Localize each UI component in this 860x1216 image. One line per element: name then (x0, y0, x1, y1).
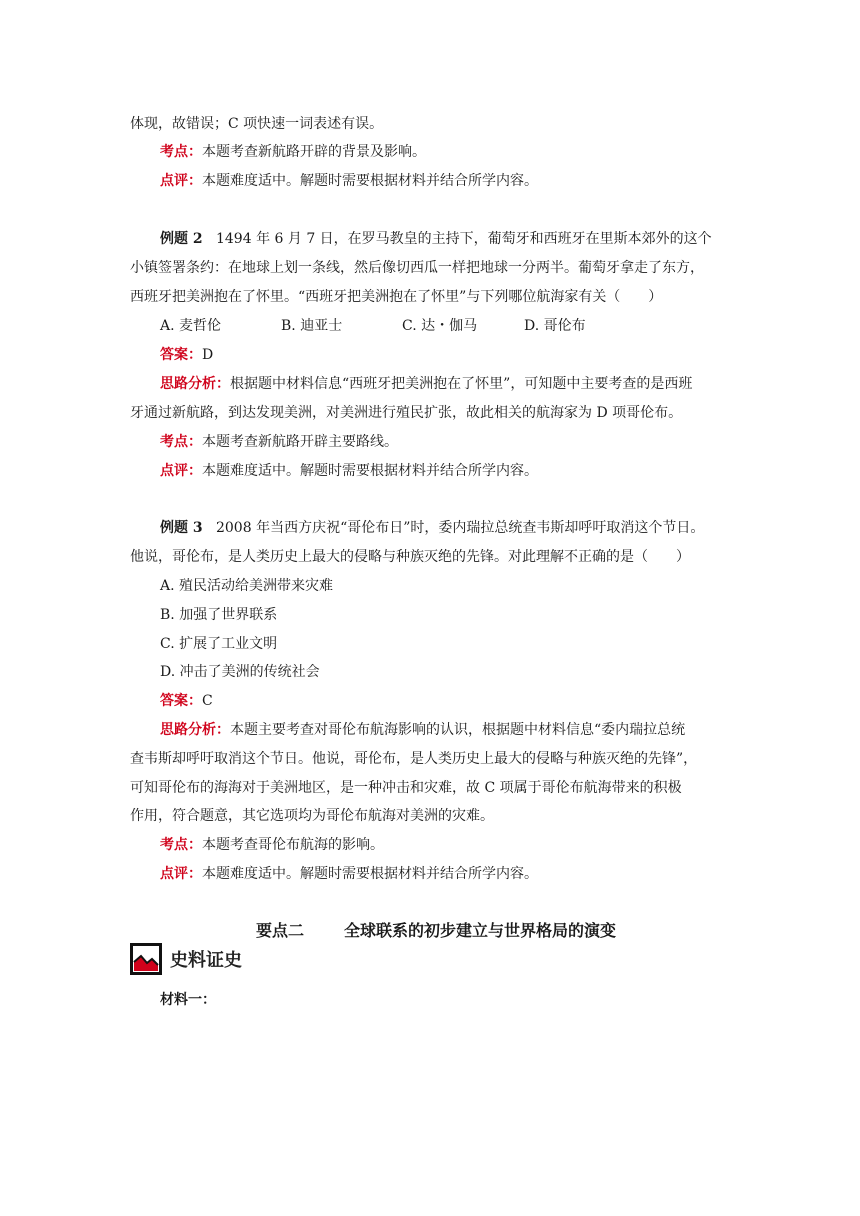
example2-line-1 (160, 229, 712, 249)
example2-label: 例题 2 (160, 231, 203, 247)
example3-analysis-4: 作用，符合题意，其它选项均为哥伦布航海对美洲的灾难。 (130, 808, 494, 824)
analysis-label: 思路分析： (160, 376, 230, 392)
example2-option-c: C. 达・伽马 (402, 318, 478, 334)
example2-kaodian (160, 432, 398, 452)
example2-text-1: 1494 年 6 月 7 日，在罗马教皇的主持下，葡萄牙和西班牙在里斯本郊外的这个 (215, 231, 712, 247)
example2-answer (160, 345, 213, 365)
example3-option-a: A. 殖民活动给美洲带来灾难 (160, 578, 334, 594)
analysis-text: 本题主要考查对哥伦布航海影响的认识，根据题中材料信息“委内瑞拉总统 (230, 722, 686, 738)
example2-option-b: B. 迪亚士 (281, 318, 343, 334)
example2-analysis-2: 牙通过新航路，到达发现美洲，对美洲进行殖民扩张，故此相关的航海家为 D 项哥伦布。 (130, 405, 683, 421)
intro-dianping (160, 171, 538, 191)
kaodian-text: 本题考查新航路开辟的背景及影响。 (202, 144, 426, 160)
dianping-label: 点评： (160, 866, 202, 882)
analysis-text: 根据题中材料信息“西班牙把美洲抱在了怀里”，可知题中主要考查的是西班 (230, 376, 693, 392)
answer-label: 答案： (160, 347, 202, 363)
chart-icon (130, 943, 162, 975)
example3-line-2: 他说，哥伦布，是人类历史上最大的侵略与种族灭绝的先锋。对此理解不正确的是（ ） (130, 549, 690, 565)
answer-text: D (202, 347, 214, 363)
example3-label: 例题 3 (160, 520, 203, 536)
example2-option-d: D. 哥伦布 (524, 318, 586, 334)
kaodian-text: 本题考查哥伦布航海的影响。 (202, 837, 384, 853)
dianping-text: 本题难度适中。解题时需要根据材料并结合所学内容。 (202, 173, 538, 189)
example3-option-b: B. 加强了世界联系 (160, 607, 278, 623)
kaodian-label: 考点： (160, 144, 202, 160)
example3-option-d: D. 冲击了美洲的传统社会 (160, 664, 320, 680)
example2-option-a: A. 麦哲伦 (160, 318, 222, 334)
kaodian-text: 本题考查新航路开辟主要路线。 (202, 434, 398, 450)
answer-text: C (202, 693, 213, 709)
example3-analysis-1 (160, 720, 685, 740)
analysis-label: 思路分析： (160, 722, 230, 738)
example3-kaodian (160, 835, 384, 855)
example3-text-1: 2008 年当西方庆祝“哥伦布日”时，委内瑞拉总统查韦斯却呼吁取消这个节日。 (215, 520, 705, 536)
example3-analysis-2: 查韦斯却呼吁取消这个节日。他说，哥伦布，是人类历史上最大的侵略与种族灭绝的先锋”， (130, 751, 698, 767)
intro-line-1: 体现，故错误；C 项快速一词表述有误。 (130, 116, 384, 132)
dianping-text: 本题难度适中。解题时需要根据材料并结合所学内容。 (202, 463, 538, 479)
dianping-label: 点评： (160, 463, 202, 479)
dianping-label: 点评： (160, 173, 202, 189)
source-banner (130, 942, 242, 976)
section-heading-prefix: 要点二 (256, 921, 305, 940)
example2-line-3: 西班牙把美洲抱在了怀里。“西班牙把美洲抱在了怀里”与下列哪位航海家有关（ ） (130, 289, 663, 305)
example2-analysis-1 (160, 374, 692, 394)
example3-answer (160, 691, 213, 711)
answer-label: 答案： (160, 693, 202, 709)
section-heading (256, 918, 616, 941)
banner-label: 史料证史 (170, 950, 242, 971)
example2-dianping (160, 461, 538, 481)
example3-dianping (160, 864, 538, 884)
section-heading-title: 全球联系的初步建立与世界格局的演变 (344, 921, 617, 940)
dianping-text: 本题难度适中。解题时需要根据材料并结合所学内容。 (202, 866, 538, 882)
kaodian-label: 考点： (160, 434, 202, 450)
example3-line-1 (160, 518, 704, 538)
example3-analysis-3: 可知哥伦布的海海对于美洲地区，是一种冲击和灾难，故 C 项属于哥伦布航海带来的积极 (130, 780, 682, 796)
intro-kaodian (160, 142, 426, 162)
example2-line-2: 小镇签署条约：在地球上划一条线，然后像切西瓜一样把地球一分两半。葡萄牙拿走了东方， (130, 260, 704, 276)
example3-option-c: C. 扩展了工业文明 (160, 636, 278, 652)
kaodian-label: 考点： (160, 837, 202, 853)
material-label: 材料一： (160, 992, 216, 1008)
